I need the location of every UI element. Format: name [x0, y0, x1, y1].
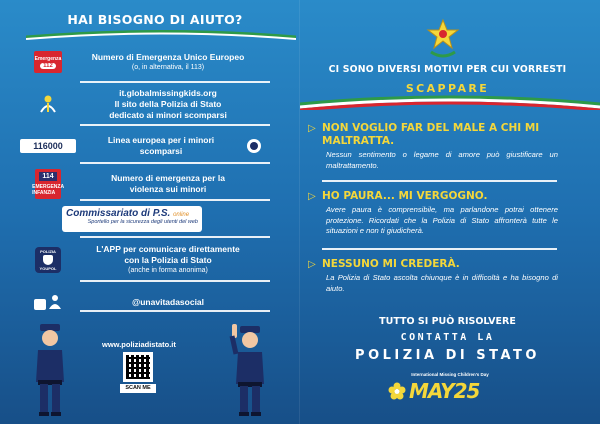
fold-divider [299, 0, 300, 424]
social-icon [28, 290, 68, 314]
reason-heading: HO PAURA... MI VERGOGNO. [322, 190, 488, 202]
website-link[interactable]: www.poliziadistato.it [102, 340, 176, 349]
help-item-missing-kids[interactable] [28, 88, 268, 121]
help-title: HAI BISOGNO DI AIUTO? [67, 12, 243, 27]
reasons-title: CI SONO DIVERSI MOTIVI PER CUI VORRESTI [328, 64, 567, 75]
hotline-116000-icon: 116000 [18, 134, 78, 158]
help-item-line: scomparsi [139, 146, 183, 156]
help-item-116000[interactable] [18, 134, 264, 158]
may25-text: MAY25 [409, 379, 480, 403]
missing-children-day-caption: International Missing Children's Day [411, 372, 489, 377]
help-item-line: Linea europea per i minori [107, 135, 215, 145]
reason-heading: MALTRATTA. [322, 135, 395, 147]
item-underline [80, 162, 270, 164]
help-item-line: Il sito della Polizia di Stato [114, 99, 222, 109]
item-underline [80, 310, 270, 312]
reason-underline [322, 180, 557, 182]
help-item-114[interactable] [28, 168, 268, 200]
website-label: it.globalmissingkids.org [119, 88, 217, 98]
help-item-app[interactable] [28, 244, 268, 276]
reason-underline [322, 248, 557, 250]
social-handle: @unavitadasocial [131, 296, 205, 307]
reasons-subtitle: SCAPPARE [405, 82, 490, 95]
emergency-112-icon: Emergenza 112 [28, 50, 68, 74]
help-item-line: Numero di emergenza per la [111, 173, 225, 183]
reason-2 [308, 190, 558, 237]
policeman-illustration [228, 322, 272, 418]
reason-text: La Polizia di Stato ascolta chiunque è in difficoltà e ha bisogno di aiuto. [326, 273, 558, 293]
missing-kids-icon [28, 93, 68, 117]
badge-icon [244, 134, 264, 158]
help-item-line: violenza sui minori [129, 184, 207, 194]
help-item-line: con la Polizia di Stato [124, 255, 212, 265]
item-underline [80, 199, 270, 201]
help-item-label: Numero di Emergenza Unico Europeo [91, 51, 245, 62]
arrow-icon: ▷ [308, 123, 316, 134]
item-underline [80, 236, 270, 238]
reason-text: Avere paura è comprensibile, ma parlandone potrai ottenere protezione. Ricordati che la Polizia di Stato affronterà tutte le situazioni e non ti giudicherà. [326, 205, 558, 235]
item-underline [80, 124, 270, 126]
qr-code[interactable] [123, 352, 153, 382]
help-item-line: dedicato ai minori scomparsi [109, 110, 227, 120]
reason-1 [308, 122, 558, 171]
contact-heading: CONTATTA LA [400, 332, 495, 343]
may25-logo [388, 378, 479, 404]
scan-me-label: SCAN ME [120, 384, 156, 393]
youpol-app-icon: POLIZIA YOUPOL [28, 245, 68, 275]
help-item-112[interactable] [28, 50, 268, 74]
commissariato-icon: Commissariato di P.S. online Sportello per la sicurezza degli utenti del web [62, 206, 202, 232]
item-underline [80, 280, 270, 282]
help-item-commissariato[interactable] [62, 206, 232, 232]
help-item-line: L'APP per comunicare direttamente [96, 244, 240, 254]
emergency-114-icon: 114 EMERGENZA INFANZIA [28, 168, 68, 200]
reason-heading: NON VOGLIO FAR DEL MALE A CHI MI [322, 122, 540, 134]
policewoman-illustration [30, 322, 70, 418]
state-emblem-icon [425, 18, 461, 60]
reason-text: Nessun sentimento o legame di amore può giustificare un maltrattamento. [326, 150, 558, 170]
reason-3 [308, 258, 558, 294]
arrow-icon: ▷ [308, 259, 316, 270]
resolve-heading: TUTTO SI PUÒ RISOLVERE [379, 316, 516, 327]
police-heading: POLIZIA DI STATO [355, 348, 540, 363]
item-underline [80, 81, 270, 83]
forget-me-not-icon [388, 382, 406, 400]
arrow-icon: ▷ [308, 191, 316, 202]
reason-heading: NESSUNO MI CREDERÀ. [322, 258, 460, 270]
help-item-note: (o, in alternativa, il 113) [131, 63, 205, 71]
help-item-note: (anche in forma anonima) [128, 267, 208, 274]
